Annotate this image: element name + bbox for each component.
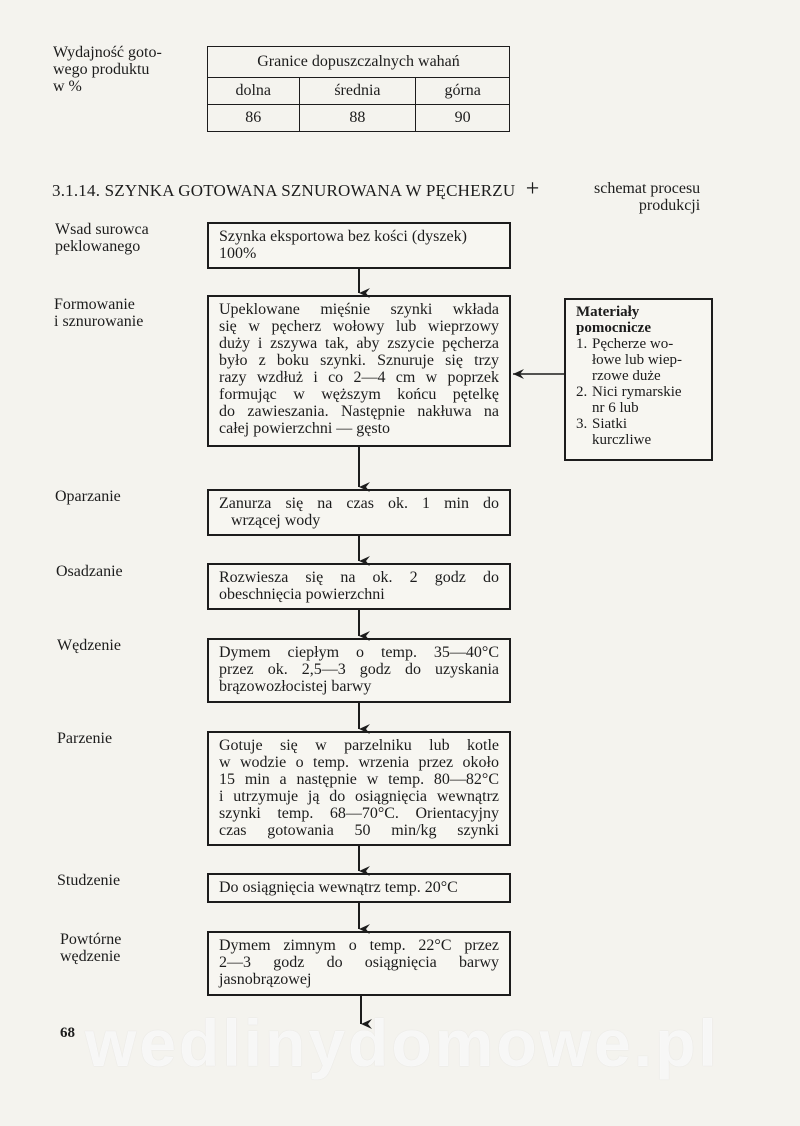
step-line: do zawieszania. Następnie nakłuwa na: [219, 403, 499, 420]
section-heading: [52, 176, 540, 203]
step-box-scalding: [207, 489, 511, 536]
step-line: się w pęcherz wołowy lub wieprzowy: [219, 318, 499, 335]
materials-title: [576, 304, 703, 336]
materials-item-line: rzowe duże: [592, 368, 661, 384]
materials-item-line: Nici rymarskie: [592, 384, 682, 400]
step-line: jasnobrązowej: [219, 971, 312, 988]
step-line: brązowozłocistej barwy: [219, 678, 372, 695]
step-line: było z boku szynki. Sznuruje się trzy: [219, 352, 499, 369]
yield-column-mean: średnia: [299, 78, 416, 105]
step-label: [55, 488, 121, 505]
step-line: wrzącej wody: [231, 512, 321, 529]
step-label-line: Powtórne: [60, 931, 122, 948]
yield-column-lower: dolna: [208, 78, 300, 105]
step-line: Dymem ciepłym o temp. 35—40°C: [219, 644, 499, 661]
step-line: Szynka eksportowa bez kości (dyszek): [219, 228, 467, 245]
materials-item-line: Siatki: [592, 416, 628, 432]
yield-column-upper: górna: [416, 78, 510, 105]
step-line: Upeklowane mięśnie szynki wkłada: [219, 301, 499, 318]
section-side-note: [594, 180, 700, 214]
step-box-second-smoking: [207, 931, 511, 996]
step-line: szynki temp. 68—70°C. Orientacyjny: [219, 805, 499, 822]
plus-sign: +: [525, 176, 540, 202]
materials-title-line: Materiały: [576, 304, 640, 320]
yield-label: [53, 44, 162, 95]
step-line: Zanurza się na czas ok. 1 min do: [219, 495, 499, 512]
materials-item-number: 3.: [576, 416, 588, 432]
materials-title-line: pomocnicze: [576, 320, 651, 336]
step-label-line: peklowanego: [55, 238, 141, 255]
step-box-settling: [207, 563, 511, 610]
yield-label-line: w %: [53, 78, 82, 95]
side-note-line: produkcji: [638, 197, 701, 214]
section-title: 3.1.14. SZYNKA GOTOWANA SZNUROWANA W PĘCHERZU: [52, 181, 516, 200]
step-line: przez ok. 2,5—3 godz do uzyskania: [219, 661, 499, 678]
watermark: wedlinydomowe.pl: [85, 1006, 720, 1080]
yield-table: [207, 46, 510, 132]
yield-label-line: wego produktu: [53, 61, 150, 78]
step-label: [60, 931, 121, 965]
step-line: 2—3 godz do osiągnięcia barwy: [219, 954, 499, 971]
step-line: w wodzie o temp. wrzenia przez około: [219, 754, 499, 771]
materials-item: [576, 416, 703, 448]
step-line: Do osiągnięcia wewnątrz temp. 20°C: [219, 879, 458, 896]
step-label-line: i sznurowanie: [54, 313, 144, 330]
step-line: czas gotowania 50 min/kg szynki: [219, 822, 499, 839]
step-line: razy wzdłuż i co 2—4 cm w poprzek: [219, 369, 499, 386]
yield-value-mean: 88: [299, 105, 416, 132]
step-line: i utrzymuje ją do osiągnięcia wewnątrz: [219, 788, 499, 805]
step-line: 15 min a następnie w temp. 80—82°C: [219, 771, 499, 788]
yield-value-lower: 86: [208, 105, 300, 132]
materials-item-number: 2.: [576, 384, 588, 400]
step-line: formując w węższym końcu pętelkę: [219, 386, 499, 403]
step-line: Gotuje się w parzelniku lub kotle: [219, 737, 499, 754]
materials-item-line: nr 6 lub: [592, 400, 639, 416]
step-line: 100%: [219, 245, 257, 262]
step-label-line: Parzenie: [57, 730, 113, 747]
step-label-line: Wędzenie: [57, 637, 121, 654]
step-line: Rozwiesza się na ok. 2 godz do: [219, 569, 499, 586]
step-box-raw-material: [207, 222, 511, 269]
step-label: [55, 221, 149, 255]
materials-item: [576, 384, 703, 416]
step-label: [56, 563, 123, 580]
yield-label-line: Wydajność goto-: [53, 44, 162, 61]
materials-item-line: kurczliwe: [592, 432, 652, 448]
step-line: Dymem zimnym o temp. 22°C przez: [219, 937, 499, 954]
step-label-line: Osadzanie: [56, 563, 123, 580]
step-line: obeschnięcia powierzchni: [219, 586, 385, 603]
step-box-forming: [207, 295, 511, 447]
yield-table-header: Granice dopuszczalnych wahań: [208, 47, 510, 78]
page-number: 68: [60, 1025, 75, 1041]
step-label-line: Studzenie: [57, 872, 121, 889]
materials-item-line: łowe lub wiep-: [592, 352, 682, 368]
step-line: duży i zszywa tak, aby zszycie pęcherza: [219, 335, 499, 352]
step-box-cooking: [207, 731, 511, 846]
step-box-cooling: [207, 873, 511, 903]
step-label-line: Formowanie: [54, 296, 135, 313]
materials-box: [564, 298, 713, 461]
step-label: [57, 872, 120, 889]
step-label: [54, 296, 143, 330]
step-label: [57, 730, 112, 747]
materials-item-number: 1.: [576, 336, 588, 352]
step-label: [57, 637, 121, 654]
step-box-smoking: [207, 638, 511, 703]
step-label-line: wędzenie: [60, 948, 121, 965]
yield-value-upper: 90: [416, 105, 510, 132]
step-line: całej powierzchni — gęsto: [219, 420, 391, 437]
step-label-line: Oparzanie: [55, 488, 121, 505]
materials-item: [576, 336, 703, 384]
materials-item-line: Pęcherze wo-: [592, 336, 674, 352]
step-label-line: Wsad surowca: [55, 221, 149, 238]
side-note-line: schemat procesu: [594, 180, 701, 197]
